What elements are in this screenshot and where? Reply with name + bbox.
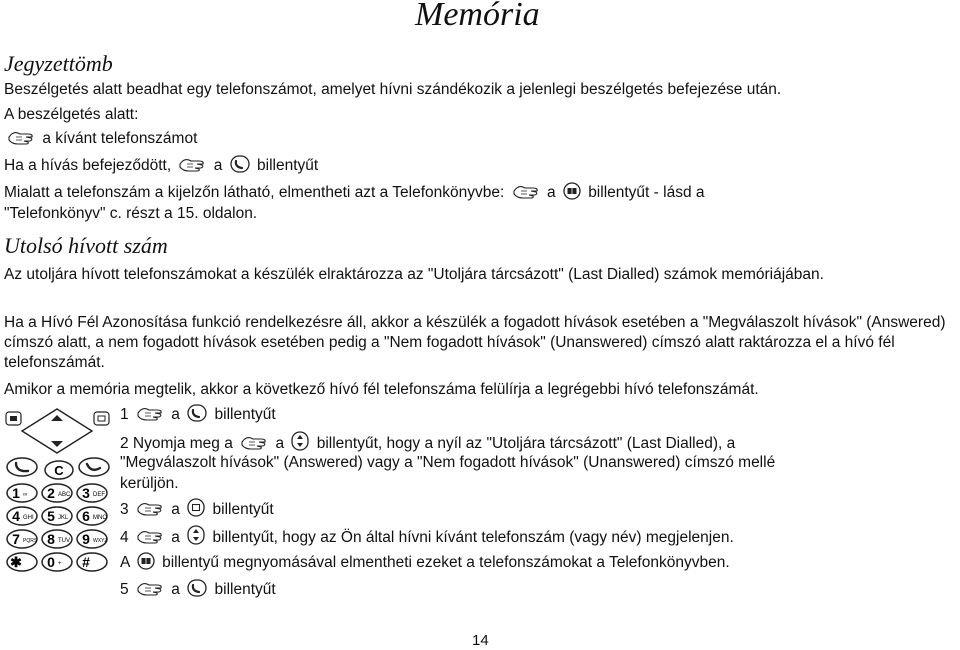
phonebook-key-icon <box>137 552 155 570</box>
number-keys-icon <box>7 128 35 146</box>
step-number: 4 <box>120 529 129 546</box>
number-keys-icon <box>136 499 164 517</box>
keypad-digit: 0 <box>47 554 55 570</box>
keypad-letters: MNO <box>93 515 107 521</box>
clear-key-label: C <box>54 463 64 478</box>
instruction-line <box>4 128 197 149</box>
step-2 <box>120 431 735 454</box>
paragraph: Beszélgetés alatt beadhat egy telefonszámot, amelyet hívni szándékozik a jelenlegi beszélgetés befejezése után. <box>4 81 782 98</box>
text: Mialatt a telefonszám a kijelzőn látható, elmentheti azt a Telefonkönyvbe: <box>4 184 505 201</box>
text: Ha a hívás befejeződött, <box>4 157 172 174</box>
text: a <box>171 529 180 546</box>
page-number: 14 <box>472 632 489 649</box>
navigation-key-icon <box>291 431 309 451</box>
step-5 <box>120 579 276 600</box>
text: a <box>213 157 223 174</box>
keypad-digit: 5 <box>47 508 55 524</box>
keypad-digit: 7 <box>12 531 20 547</box>
step-number: 2 Nyomja meg a <box>120 435 233 452</box>
keypad-digit: 2 <box>47 485 55 501</box>
step-1 <box>120 404 276 425</box>
menu-key-icon <box>187 498 205 517</box>
keypad-letters: PQRS <box>23 538 38 544</box>
page-title: Memória <box>415 0 540 33</box>
keypad-letters: + <box>58 561 62 567</box>
paragraph: Az utoljára hívott telefonszámokat a készülék elraktározza az "Utoljára tárcsázott" (Last Dialled) számok memóriájában. <box>4 266 824 283</box>
instruction-line <box>4 182 705 203</box>
text: a <box>546 184 556 201</box>
step-4 <box>120 525 734 548</box>
phonebook-key-icon <box>563 182 581 200</box>
step-number: 3 <box>120 501 129 518</box>
keypad-digit: 8 <box>47 531 55 547</box>
call-key-icon <box>187 579 207 597</box>
step-save <box>120 552 730 573</box>
text: a <box>171 581 180 598</box>
keypad-digit: 1 <box>12 485 20 501</box>
paragraph: A beszélgetés alatt: <box>4 106 139 123</box>
text: billentyű megnyomásával elmentheti ezeket a telefonszámokat a Telefonkönyvben. <box>162 554 730 571</box>
step-2-continued: "Megválaszolt hívások" (Answered) vagy a "Nem fogadott hívások" (Unanswered) címszó mellé <box>120 454 776 471</box>
keypad-letters: TUV <box>58 538 70 544</box>
paragraph: "Telefonkönyv" c. részt a 15. oldalon. <box>4 205 258 222</box>
text: billentyűt, hogy a nyíl az "Utoljára tárcsázott" (Last Dialled), a <box>316 435 736 452</box>
paragraph: Amikor a memória megtelik, akkor a következő hívó fél telefonszáma felülírja a legrégebbi hívó telefonszámát. <box>4 381 759 398</box>
paragraph: Ha a Hívó Fél Azonosítása funkció rendelkezésre áll, akkor a készülék a fogadott hívások esetében a "Megválaszolt hívások" (Answered) címszó alatt, a nem fogadott hívások esetében pedig a "Nem fogadott hívások" (Unanswered) címszó alatt raktározza el a hívó fél telefonszámát. <box>4 314 946 371</box>
step-number: A <box>120 554 130 571</box>
number-keys-icon <box>240 433 268 451</box>
keypad-digit: 9 <box>82 531 90 547</box>
text: billentyűt <box>212 501 274 518</box>
number-keys-icon <box>136 404 164 422</box>
number-keys-icon <box>136 527 164 545</box>
call-key-icon <box>187 404 207 422</box>
keypad-letters: ABC <box>58 492 71 498</box>
number-keys-icon <box>512 182 540 200</box>
text: billentyűt, hogy az Ön által hívni kívánt telefonszám (vagy név) megjelenjen. <box>212 529 734 546</box>
instruction-line <box>4 155 318 176</box>
keypad-letters: GHI <box>23 515 34 521</box>
navigation-key-icon <box>187 525 205 545</box>
number-keys-icon <box>178 155 206 173</box>
keypad-digit: 3 <box>82 485 90 501</box>
call-key-icon <box>230 155 250 173</box>
keypad-digit: ✱ <box>10 554 22 570</box>
keypad-letters: WXYZ <box>93 538 108 544</box>
keypad-letters: ∞ <box>23 492 28 498</box>
text: a <box>171 501 180 518</box>
text: billentyűt <box>214 581 276 598</box>
text: a <box>171 406 180 423</box>
keypad-digit: 4 <box>12 508 20 524</box>
text: billentyűt <box>214 406 276 423</box>
text: billentyűt - lásd a <box>588 184 705 201</box>
keypad-letters: JKL <box>58 515 69 521</box>
step-number: 1 <box>120 406 129 423</box>
text: billentyűt <box>257 157 319 174</box>
phone-keypad-illustration <box>2 405 112 587</box>
text: a <box>275 435 285 452</box>
step-number: 5 <box>120 581 129 598</box>
right-softkey-icon <box>94 412 109 425</box>
step-2-continued: kerüljön. <box>120 475 179 492</box>
end-key-icon <box>79 458 109 476</box>
keypad-digit: 6 <box>82 508 90 524</box>
text: a kívánt telefonszámot <box>42 130 198 147</box>
keypad-digit: # <box>82 554 90 570</box>
keypad-letters: DEF <box>93 492 105 498</box>
step-3 <box>120 498 274 520</box>
section-heading-notepad: Jegyzettömb <box>4 51 113 76</box>
number-keys-icon <box>136 579 164 597</box>
call-key-icon <box>7 458 37 476</box>
section-heading-last-dialled: Utolsó hívott szám <box>4 233 168 258</box>
